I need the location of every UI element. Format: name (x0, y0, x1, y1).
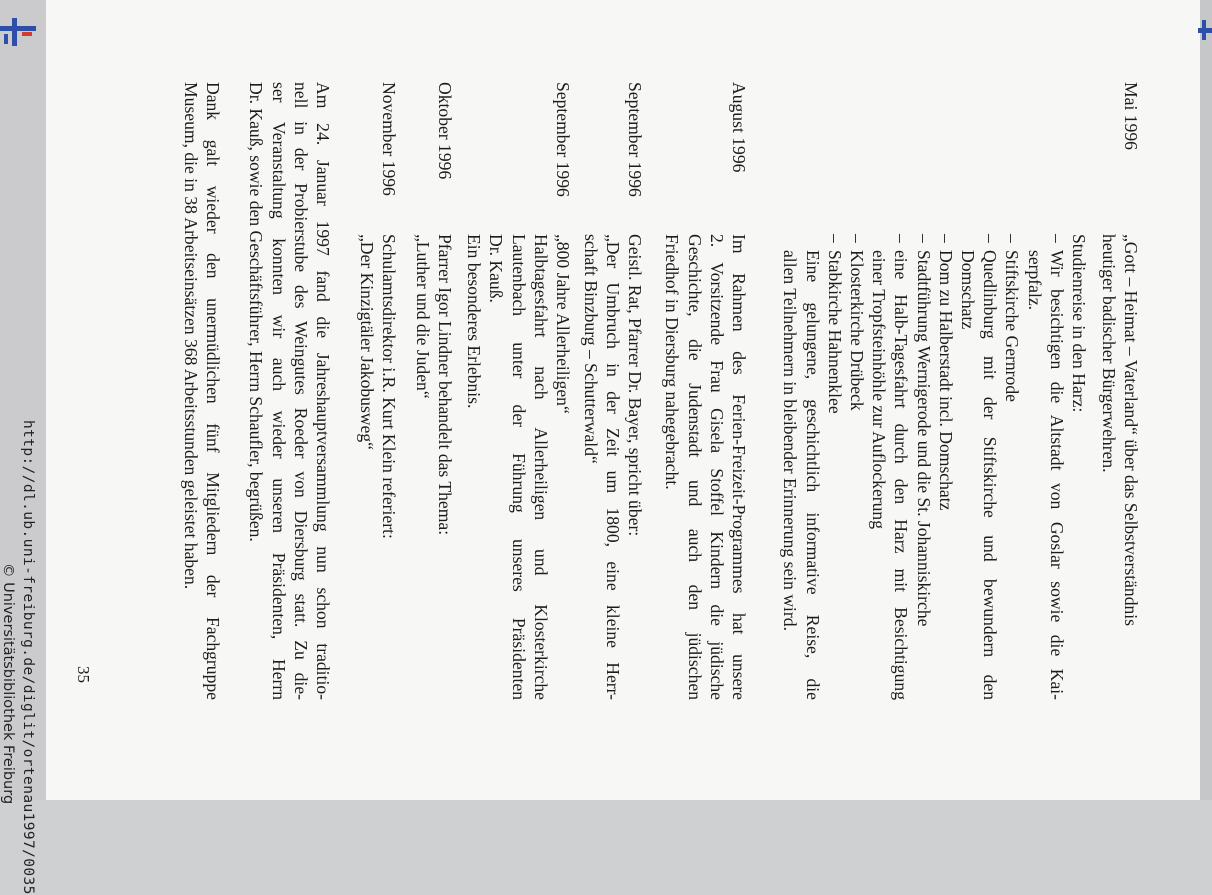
intro-text (1098, 234, 1142, 700)
entry-body (779, 234, 1090, 700)
list-item: – Dom zu Halberstadt incl. Domschatz (935, 234, 957, 700)
intro-line: „Gott – Heimat – Vaterland“ über das Selbstverständnis (1121, 234, 1141, 627)
entry-body: Schulamtsdirektor i.R. Kurt Klein referiert: „Der Kinzigtäler Jakobusweg“ (356, 234, 399, 539)
entry-body: „800 Jahre Allerheiligen“ Halbtagesfahrt nach Allerheiligen und Klosterkirche Lautenbach unter der Führung unseres Präsidenten Dr. Kauß. Ein besonderes Erlebnis. (464, 234, 573, 700)
document-url[interactable]: http://dl.ub.uni-freiburg.de/diglit/ortenau1997/0035 (20, 420, 36, 895)
list-item: – Stabkirche Hahnenklee (824, 234, 846, 700)
entry-date: Oktober 1996 (435, 82, 455, 180)
list-item: – Stadtführung Wernigerode und die St. Johanniskirche (912, 234, 934, 700)
entry-date: September 1996 (625, 82, 645, 197)
page-number: 35 (74, 666, 93, 683)
list-item: – Wir besichtigen die Altstadt von Goslar sowie die Kai- serpfalz. (1023, 234, 1067, 700)
paragraph-annual-meeting: Am 24. Januar 1997 fand die Jahreshauptversammlung nun schon traditio- nell in der Probierstube des Weingutes Roeder von Diersburg statt. Zu die- ser Veranstaltung konnten wir auch wieder unseren Präsidenten, Herrn Dr. Kauß, sowie den Geschäftsführer, Herrn Schaufler, begrüßen. (246, 82, 333, 700)
entry-body: Pfarrer Igor Lindner behandelt das Thema: „Luther und die Juden“ (412, 234, 455, 536)
copyright-notice: © Universitätsbibliothek Freiburg (0, 563, 16, 805)
list-item: – Klosterkirche Drübeck (846, 234, 868, 700)
entry-body: Geistl. Rat, Pfarrer Dr. Bayer, spricht über: „Der Umbruch in der Zeit um 1800, eine kleine Herr- schaft Binzburg – Schutterwald“ (580, 234, 645, 700)
library-logo-icon (0, 18, 36, 46)
entry-heading: Studienreise in den Harz: (1069, 234, 1089, 413)
intro-line: heutiger badischer Bürgerwehren. (1098, 234, 1119, 473)
entry-date: November 1996 (379, 82, 399, 196)
list-item: – eine Halb-Tagesfahrt durch den Harz mit Besichtigung einer Tropfsteinhöhle zur Auflockerung (868, 234, 912, 700)
harz-itinerary-list (824, 234, 1068, 700)
list-item: – Quedlinburg mit der Stiftskirche und bewundern den Domschatz (957, 234, 1001, 700)
right-margin-strip (1200, 0, 1212, 800)
entry-date: Mai 1996 (1121, 82, 1141, 150)
library-logo-icon (1198, 20, 1212, 40)
entry-body: Im Rahmen des Ferien-Freizeit-Programmes hat unsere 2. Vorsitzende Frau Gisela Stoffel Kindern die jüdische Geschichte, die Judenstadt und auch den jüdischen Friedhof in Diersburg nahegebracht. (662, 234, 749, 700)
rotated-page-content (74, 82, 1142, 722)
entry-closing: Eine gelungene, geschichtlich informative Reise, die allen Teilnehmern in bleibender Erinnerung sein wird. (780, 250, 823, 700)
list-item: – Stiftskirche Gernrode (1001, 234, 1023, 700)
entry-date: August 1996 (729, 82, 749, 173)
entry-date: September 1996 (553, 82, 573, 197)
scanned-page (46, 0, 1200, 800)
paragraph-thanks: Dank galt wieder den unermüdlichen fünf Mitgliedern der Fachgruppe Museum, die in 38 Arbeitseinsätzen 368 Arbeitsstunden geleistet haben. (180, 82, 223, 700)
